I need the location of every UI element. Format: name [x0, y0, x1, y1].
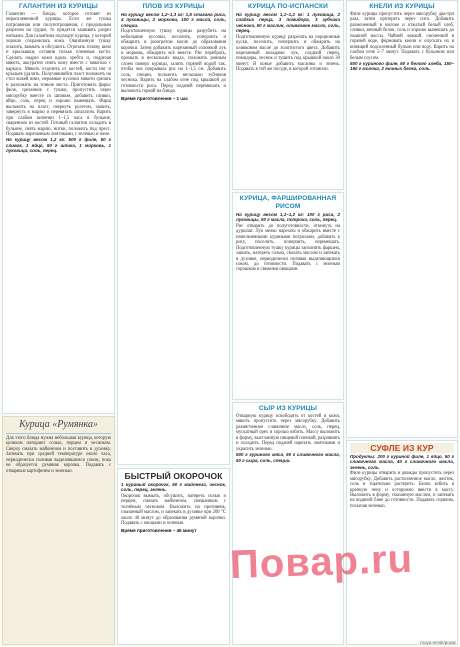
recipe-time: Время приготовления – 1 час: [121, 95, 189, 101]
recipe-ingredients: На курицу весом 1,1–1,2 кг: 100 г риса, 2 луковицы, 50 г масла, потроха, соль, перец.: [236, 212, 340, 223]
recipe-title: КУРИЦА ПО-ИСПАНСКИ: [248, 3, 328, 10]
recipe-text: Филе курицы пропустить через мясорубку два-три раза, затем протереть через сито. Добавить размоченный в молоке и отжатый белый хлеб, сливки, яичный белок, соль и хорошо вымешать до пышной массы. Чайной ложкой, смоченной в горячей воде, формовать кнели и опускать их в кипящий подсоленный бульон или воду. Варить на слабом огне 5–7 минут. Подавать с бульоном или белым соусом.: [350, 12, 454, 61]
recipe-title: СЫР ИЗ КУРИЦЫ: [258, 405, 318, 412]
recipe-text: Подготовленную тушку курицы разрубить на небольшие кусочки, посолить, поперчить и обжарить в разогретом масле до образования корочки. Затем добавить нарезанный соломкой лук и морковь, обжарить всё вместе. Рис перебрать, промыть в нескольких водах, положить ровным слоем поверх курицы, залить горячей водой так, чтобы она покрывала рис на 1–1,5 см. Добавить соль, специи, положить несколько зубчиков чеснока. Варить на слабом огне под крышкой до готовности риса. Перед подачей перемешать и выложить горкой на блюдо.: [121, 29, 226, 95]
recipe-title: СУФЛЕ ИЗ КУР: [350, 443, 454, 453]
column-middle-left: [117, 0, 230, 647]
recipe-text: Отварную курицу освободить от костей и кожи, мякоть пропустить через мясорубку. Добавить размягченное сливочное масло, соль, перец, мускатный орех и хорошо взбить. Массу выложить в форму, выстланную пищевой пленкой, разровнять и охладить. Перед подачей нарезать ломтиками и украсить зеленью.: [236, 414, 340, 452]
recipe-ingredients: Продукты: 200 г куриной филе, 1 яйцо, 50 г сливочного масла, 40 г сливочного масла, зелень, соль.: [350, 454, 454, 470]
recipe-ingredients: На курицу весом 1,1–1,2 кг: 1 луковица, 2 сладких перца, 3 помидора, 3 зубчика чеснока, 50 г маслин, оливковое масло, соль, перец.: [236, 12, 340, 34]
recipe-text: Окорочок вымыть, обсушить, натереть солью и перцем, смазать майонезом, смешанным с толчёным чесноком. Выложить на противень, смазанный маслом, и запекать в духовке при 200 °С около 40 минут до образования румяной корочки. Подавать с овощами и зеленью.: [121, 493, 226, 527]
recipe-ingredients: 500 г куриного мяса, 60 г сливочного масла, 50 г сыра, соль, специи.: [236, 452, 340, 463]
recipe-title: ПЛОВ ИЗ КУРИЦЫ: [142, 3, 205, 10]
recipe-text: Рис отварить до полуготовности, откинуть на дуршлаг. Лук мелко нарезать и обжарить вместе с измельченными куриными потрохами, добавить к рису, посолить, поперчить, перемешать. Подготовленную тушку курицы заполнить фаршем, зашить, натереть солью, смазать маслом и запекать в духовке, периодически поливая выделяющимся соком, до готовности. Подавать с зеленым горошком и свежими овощами.: [236, 223, 340, 273]
column-left: [2, 0, 115, 647]
credit-link: moya.ernsk/povar: [420, 640, 456, 645]
recipe-po-ispanski: [232, 0, 344, 190]
recipe-okorochok: [117, 468, 230, 645]
recipe-ingredients: На курицу весом 1,2–1,3 кг: 1,5 стакана риса, 4 луковицы, 2 моркови, 100 г масла, соль, специи.: [121, 12, 226, 28]
recipe-text: Для этого блюда нужна небольшая курица, которую целиком натирают солью, перцем и чесноком. Сверху смазать майонезом и поставить в духовку. Запекать при средней температуре около часа, периодически поливая выделившимся соком, пока не образуется румяная корочка. Подавать с отварным картофелем и зеленью.: [6, 436, 111, 474]
recipe-galantin: [2, 0, 115, 414]
column-middle-right: [232, 0, 344, 647]
recipe-text: Галантин — блюдо, которое готовят из нерасчлененной курицы. Если же тушка потрошеная или полупотрошеная, с продольным разрезом на грудке, то придется зашивать разрез нитками. Для галантина подходит курица, у которой хорошо сохранилась кожа. Ощипанную тушку опалить, вымыть и обсушить. Отрезать голову, шею и крылышки, оставив только плечевые кости. Сделать надрез кожи вдоль хребта и, подрезая мякоть, аккуратно снять кожу вместе с мякотью с каркаса. Мякоть отделить от костей, кости ног и крыльев удалить. Получившийся пласт положить на стол кожей вниз, неровные кусочки мякоти срезать и разложить на тонкие места. Приготовить фарш: филе, срезанное с тушки, пропустить через мясорубку вместе со шпиком, добавить сливки, яйцо, соль, перец и хорошо вымешать. Фарш выложить на пласт, свернуть рулетом, зашить, завернуть в марлю и перевязать шпагатом. Варить при слабом кипении 1–1,5 часа в бульоне, сваренном из костей. Готовый галантин охладить в бульоне, снять марлю, нитки, положить под пресс. Подавать нарезанным ломтиками, с зеленью и желе.: [6, 12, 111, 137]
recipe-title: КНЕЛИ ИЗ КУРИЦЫ: [369, 3, 435, 10]
recipe-text: Подготовленную курицу разрезать на порционные куски, посолить, поперчить и обжарить на оливковом масле до золотистого цвета. Добавить нарезанный кольцами лук, сладкий перец, помидоры, чеснок и тушить под крышкой около 30 минут. В конце добавить маслины и зелень. Подавать в той же посуде, в которой готовили.: [236, 34, 340, 73]
column-right: [346, 0, 458, 647]
recipe-syr: [232, 402, 344, 645]
recipe-sufle: [346, 440, 458, 645]
recipe-text: Филе курицы отварить и дважды пропустить через мясорубку. Добавить растопленное масло, желток, соль и тщательно растереть. Белок взбить в крепкую пену и осторожно ввести в массу. Выложить в форму, смазанную маслом, и запекать на водяной бане до готовности. Подавать горячим, посыпав зеленью.: [350, 471, 454, 509]
recipe-time: Время приготовления – 45 минут: [121, 527, 197, 533]
divider: [6, 433, 111, 434]
recipe-ingredients: 500 г куриного филе, 60 г белого хлеба, 150–160 г молока, 2 яичных белка, соль.: [350, 61, 454, 72]
recipe-title: ГАЛАНТИН ИЗ КУРИЦЫ: [19, 3, 98, 10]
recipe-farsh-ris: [232, 192, 344, 400]
recipe-title: БЫСТРЫЙ ОКОРОЧОК: [124, 471, 223, 481]
recipe-title: Курица «Румянка»: [19, 419, 98, 430]
recipe-kneli: [346, 0, 458, 438]
recipe-title: КУРИЦА, ФАРШИРОВАННАЯ РИСОМ: [239, 195, 337, 210]
recipe-ingredients: 1 куриный окорочок, 50 г майонеза, чеснок, соль, перец, зелень.: [121, 482, 226, 493]
recipe-ingredients: На курицу весом 1,2 кг: 500 г филе, 50 г сливок, 1 яйцо, 50 г шпика, 1 морковь, 1 луковица, соль, перец.: [6, 137, 111, 154]
recipe-plov: [117, 0, 230, 465]
watermark: Повар.ru: [229, 536, 414, 588]
recipe-kurica-rumyanka: [2, 416, 115, 645]
